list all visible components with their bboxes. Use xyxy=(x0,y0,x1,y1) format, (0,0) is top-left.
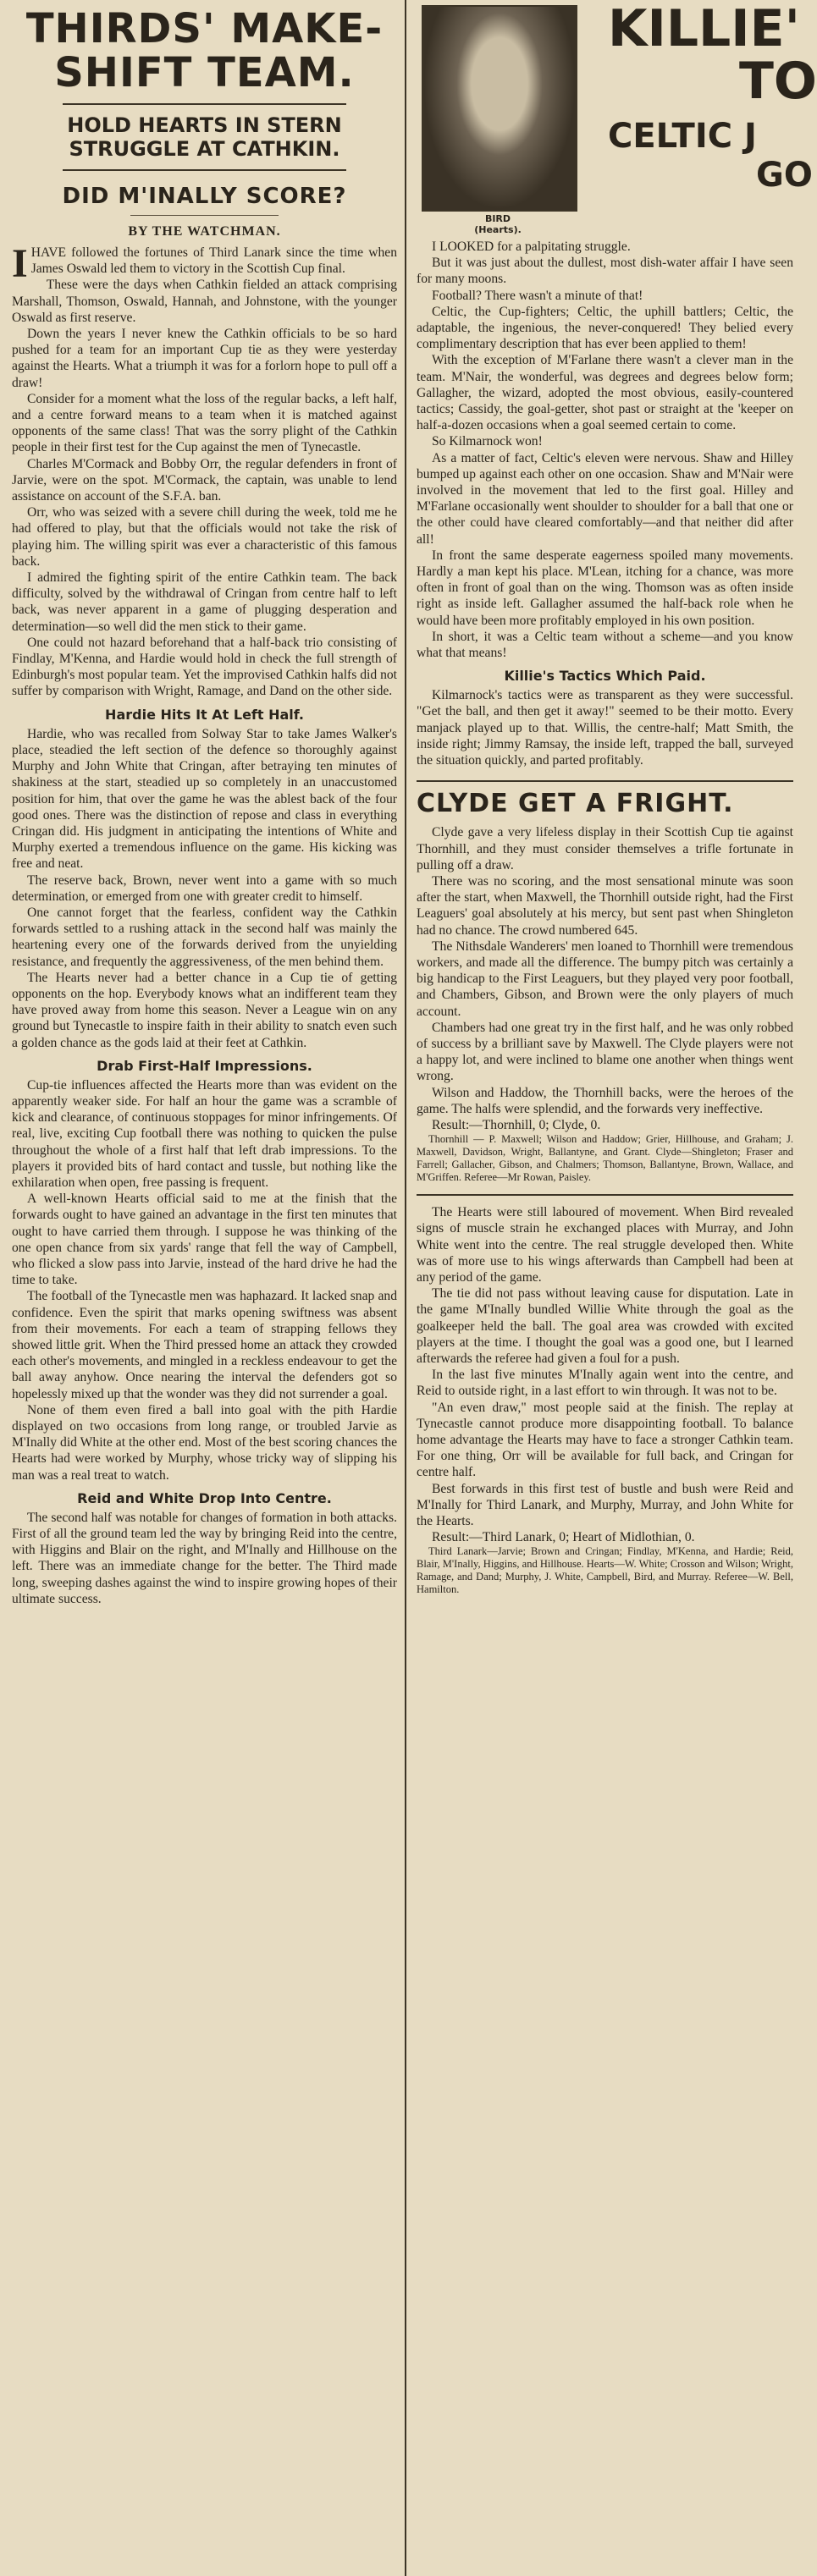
article-paragraph: Football? There wasn't a minute of that! xyxy=(432,288,643,303)
subhead-line-2: STRUGGLE AT CATHKIN. xyxy=(69,137,340,161)
article-paragraph: None of them even fired a ball into goal with the pith Hardie displayed on two occasions from long range, or troubled Jarvie as M'Inally did White at the other end. Most of the best scoring chances the Hearts had were worked by Murphy, whose tricky way of slipping his man was a real treat to watch. xyxy=(12,1402,397,1483)
article-paragraph: There was no scoring, and the most sensational minute was soon after the start, when Maxwell, the Thornhill outside right, had the First Leaguers' goal absolutely at his mercy, but sent past when Shingleton had no chance. The crowd numbered 645. xyxy=(417,873,793,938)
article-paragraph xyxy=(12,241,397,286)
article-paragraph: Celtic, the Cup-fighters; Celtic, the uphill battlers; Celtic, the adaptable, the ingenious, the never-conquered! They belied every complimentary description that has ever been applied to them! xyxy=(417,304,793,352)
portrait-caption xyxy=(422,213,574,235)
headline-killie-line-2: TO xyxy=(739,52,817,111)
article-paragraph: A well-known Hearts official said to me at the finish that the forwards ought to have gained an advantage in the first ten minutes that ought to have carried them through. I suppose he was thinking of the one open chance from six yards' range that fell the way of Campbell, who flicked a slow pass into Jarvie, instead of the hard drive he had the time to take. xyxy=(12,1192,397,1288)
article-killie-body xyxy=(417,239,793,1596)
subheadline xyxy=(12,113,397,161)
headline-killie xyxy=(591,0,817,195)
column-rule xyxy=(405,0,406,2576)
divider xyxy=(63,169,346,171)
headline-thirds xyxy=(12,7,397,95)
divider xyxy=(417,780,793,782)
article-paragraph: I LOOKED for a palpitating struggle. xyxy=(432,239,631,254)
article-paragraph: The Hearts were still laboured of movement. When Bird revealed signs of muscle strain he exchanged places with Murray, and John White went into the centre. The real struggle developed then. White was of more use to his wings afterwards than Campbell had been at any period of the game. xyxy=(417,1205,793,1285)
article-paragraph: Best forwards in this first test of bustle and bush were Reid and M'Inally for Third Lanark, and Murphy, Murray, and John White for the Hearts. xyxy=(417,1481,793,1529)
paragraph-text: HAVE followed the fortunes of Third Lanark since the time when James Oswald led them to victory in the Scottish Cup final. xyxy=(30,245,397,277)
article-paragraph: I admired the fighting spirit of the entire Cathkin team. The back difficulty, solved by the withdrawal of Cringan from centre half to left back, was never apparent in a game of plugging desperation and determination—so well did the men stick to their game. xyxy=(12,570,397,634)
article-paragraph: Chambers had one great try in the first half, and he was only robbed of success by a brilliant save by Maxwell. The Clyde players were not a happy lot, and were inclined to blame one another when things went wrong. xyxy=(417,1020,793,1084)
article-paragraph: But it was just about the dullest, most dish-water affair I have seen for many moons. xyxy=(417,256,793,287)
clyde-headline: CLYDE GET A FRIGHT. xyxy=(417,789,734,819)
caption-name: BIRD xyxy=(484,213,511,224)
article-paragraph: Cup-tie influences affected the Hearts more than was evident on the apparently weaker side. For half an hour the game was a scramble of kick and clearance, of continuous stoppages for minor infringements. Of real, live, exciting Cup football there was nothing to quicken the pulse throughout the whole of a first half that left drab impressions. To the players it provided bits of hard contact and tussle, but nothing like the exhilaration when open, free passing is frequent. xyxy=(12,1077,397,1190)
article-paragraph: Charles M'Cormack and Bobby Orr, the regular defenders in front of Jarvie, were on the spot. M'Cormack, the captain, was unable to lend assistance on account of the S.F.A. ban. xyxy=(12,456,397,504)
article-paragraph: In front the same desperate eagerness spoiled many movements. Hardly a man kept his place. M'Lean, itching for a chance, was more often in front of goal than on the wing. Thomson was as often inside right as inside left. Gallagher assumed the half-back role when he would have been more profitably employed in his own position. xyxy=(417,548,793,628)
result-line: Result:—Thornhill, 0; Clyde, 0. xyxy=(432,1117,601,1132)
article-paragraph: In short, it was a Celtic team without a scheme—and you know what that means! xyxy=(417,629,793,661)
article-thirds-body xyxy=(12,241,397,1607)
article-paragraph: "An even draw," most people said at the finish. The replay at Tynecastle cannot produce more disappointing football. To balance home advantage the Hearts may have to face a stronger Cathkin team. For one thing, Orr will be available for full back, and Cringan for centre half. xyxy=(417,1400,793,1480)
byline: BY THE WATCHMAN. xyxy=(128,224,281,239)
headline-killie-line-1: KILLIE' xyxy=(608,0,800,58)
subheading: Hardie Hits It At Left Half. xyxy=(105,706,304,723)
headline-line-1: THIRDS' MAKE- xyxy=(25,5,384,52)
article-paragraph: Wilson and Haddow, the Thornhill backs, were the heroes of the game. The halfs were splendid, and the forwards very ineffective. xyxy=(417,1085,793,1116)
player-portrait xyxy=(422,5,577,212)
article-paragraph: The Nithsdale Wanderers' men loaned to Thornhill were tremendous workers, and made all the difference. The bumpy pitch was certainly a big handicap to the First Leaguers, but they played very poor football, and Chambers, Gibson, and Brown were the only players of much account. xyxy=(417,938,793,1019)
headline-killie-line-3: CELTIC J xyxy=(608,117,757,156)
subheading: Reid and White Drop Into Centre. xyxy=(77,1489,332,1506)
result-line: Result:—Third Lanark, 0; Heart of Midlothian, 0. xyxy=(432,1530,695,1545)
article-paragraph: Down the years I never knew the Cathkin officials to be so hard pushed for a team for an important Cup tie as they were yesterday against the Hearts. What a triumph it was for a forlorn hope to pull off a draw! xyxy=(12,327,397,390)
article-paragraph: In the last five minutes M'Inally again went into the centre, and Reid to outside right, in a last effort to win through. It was not to be. xyxy=(417,1368,793,1399)
article-paragraph: So Kilmarnock won! xyxy=(432,434,543,449)
article-paragraph: One could not hazard beforehand that a half-back trio consisting of Findlay, M'Kenna, and Hardie would hold in check the full strength of Edinburgh's most popular team. Yet the improvised Cathkin halfs did not suffer by comparison with Wright, Ramage, and Dand on the other side. xyxy=(12,635,397,699)
subheading: Killie's Tactics Which Paid. xyxy=(504,668,706,685)
dropcap: I xyxy=(12,241,28,286)
team-lineups: Third Lanark—Jarvie; Brown and Cringan; Findlay, M'Kenna, and Hardie; Reid, Blair, M'Inally, Higgins, and Hillhouse. Hearts—W. White; Crosson and Wilson; Wright, Ramage, and Dand; Murphy, J. White, Campbell, Bird, and Murray. Referee—W. Bell, Hamilton. xyxy=(417,1545,793,1596)
caption-club: (Hearts). xyxy=(474,224,522,235)
article-paragraph: The football of the Tynecastle men was haphazard. It lacked snap and confidence. Even the spirit that marks opening swiftness was absent from their movements. For each a team of strapping fellows they showed little grit. When the Third pressed home an attack they crowded each other's movements, and mingled in a reckless endeavour to get the ball away anyhow. Once nearing the interval the defenders got so hopelessly mixed up that the wonder was they did not surrender a goal. xyxy=(12,1289,397,1401)
article-paragraph: As a matter of fact, Celtic's eleven were nervous. Shaw and Hilley bumped up against each other on one occasion. Shaw and M'Nair were involved in the movement that led to the first goal. Hilley and M'Farlane occasionally went shoulder to shoulder for a ball that one or the other could have cleared comfortably—and that neither did after all! xyxy=(417,450,793,547)
divider xyxy=(130,215,279,216)
article-paragraph: Hardie, who was recalled from Solway Star to take James Walker's place, steadied the left section of the defence so thoroughly against Murphy and John White that Cringan, after betraying ten minutes of shakiness at the start, steadied up so completely in an unaccustomed position for him, that over the game he was the ablest back of the four good ones. There was the distinction of repose and class in everything Cringan did. His judgment in anticipating the intentions of White and Murphy exerted a tremendous influence on the game. His kicking was free and neat. xyxy=(12,726,397,872)
headline-killie-line-4: GO xyxy=(756,156,813,195)
team-lineups: Thornhill — P. Maxwell; Wilson and Haddow; Grier, Hillhouse, and Graham; J. Maxwell, Davidson, Wright, Ballantyne, and Grant. Clyde—Shingleton; Fraser and Farrell; Gallacher, Gibson, and Chalmers; Thomson, Ballantyne, Brown, Wallace, and M'Griffen. Referee—Mr Rowan, Paisley. xyxy=(417,1133,793,1184)
article-paragraph: Kilmarnock's tactics were as transparent as they were successful. "Get the ball, and then get it away!" seemed to be their motto. Every manjack played up to that. Willis, the centre-half; Matt Smith, the inside right; Jimmy Ramsay, the inside left, trapped the ball, surveyed the situation quickly, and parted profitably. xyxy=(417,688,793,768)
right-column xyxy=(413,0,817,2576)
headline-line-2: SHIFT TEAM. xyxy=(54,49,355,96)
article-paragraph: The reserve back, Brown, never went into a game with so much determination, or emerged from one with greater credit to himself. xyxy=(12,872,397,904)
article-paragraph: With the exception of M'Farlane there wasn't a clever man in the team. M'Nair, the wonderful, was degrees and degrees below form; Gallagher, the wizard, adopted the most obvious, easily-countered tactics; Cassidy, the goal-getter, shot past or straight at the 'keeper on half-a-dozen occasions when a goal seemed certain to come. xyxy=(417,353,793,433)
article-paragraph: Clyde gave a very lifeless display in their Scottish Cup tie against Thornhill, and they must consider themselves a trifle fortunate in pulling off a draw. xyxy=(417,825,793,872)
divider xyxy=(417,1194,793,1196)
article-paragraph: These were the days when Cathkin fielded an attack comprising Marshall, Thomson, Oswald, Hannah, and Johnstone, with the younger Oswald as first reserve. xyxy=(12,278,397,325)
article-paragraph: Consider for a moment what the loss of the regular backs, a left half, and a centre forward means to a team when it is matched against opponents of the same class! That was the sorry plight of the Cathkin people in their first test for the Cup against the men of Tynecastle. xyxy=(12,391,397,455)
question-heading: DID M'INALLY SCORE? xyxy=(62,184,347,209)
subheading: Drab First-Half Impressions. xyxy=(97,1057,312,1074)
subhead-line-1: HOLD HEARTS IN STERN xyxy=(67,113,342,137)
divider xyxy=(63,103,346,105)
left-column xyxy=(12,0,397,2576)
article-paragraph: The tie did not pass without leaving cause for disputation. Late in the game M'Inally bundled Willie White through the goal as the goalkeeper held the ball. The goal area was crowded with excited players at the time. I thought the goal was a good one, but I learned afterwards the referee had given a foul for a push. xyxy=(417,1286,793,1366)
article-paragraph: The second half was notable for changes of formation in both attacks. First of all the ground team led the way by bringing Reid into the centre, with Higgins and Blair on the right, and M'Inally and Hillhouse on the left. There was an immediate change for the better. The Third made long, sweeping dashes against the wind to inspire growing hopes of their ultimate success. xyxy=(12,1510,397,1606)
article-paragraph: One cannot forget that the fearless, confident way the Cathkin forwards settled to a rushing attack in the second half was mainly the heartening every one of the forwards derived from the unyielding resistance, and frequently the aggressiveness, of the men behind them. xyxy=(12,905,397,969)
article-paragraph: Orr, who was seized with a severe chill during the week, told me he had offered to play, but that the officials would not take the risk of playing him. The willing spirit was ever a characteristic of this famous back. xyxy=(12,505,397,569)
article-paragraph: The Hearts never had a better chance in a Cup tie of getting opponents on the hop. Everybody knows what an indifferent team they have proved away from home this season. Never a League win on any ground but Tynecastle to inspire faith in their ability to snatch even such a golden chance as the gods laid at their feet at Cathkin. xyxy=(12,970,397,1050)
